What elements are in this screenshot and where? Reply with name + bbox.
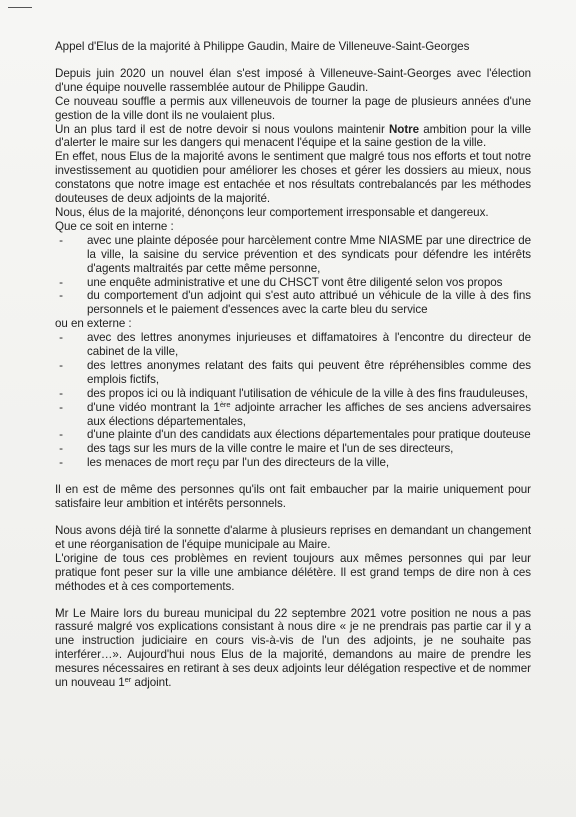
emphasis-notre: Notre xyxy=(388,122,420,136)
list-item: - des lettres anonymes relatant des faits qui peuvent être répréhensibles comme des emplois fictifs, xyxy=(87,359,531,387)
internal-lead: Que ce soit en interne : xyxy=(55,219,174,233)
internal-list xyxy=(55,234,531,317)
paragraph-effort: En effet, nous Elus de la majorité avons le sentiment que malgré tous nos efforts et tout notre investissement au quotidien pour améliorer les choses et gérer les dossiers au mieux, nous constatons que notre image est entachée et nos résultats contrebalancés par les méthodes douteuses de deux adjoints de la majorité. xyxy=(55,150,531,206)
paragraph-request: Mr Le Maire lors du bureau municipal du 22 septembre 2021 votre position ne nous a pas rassuré malgré vos explications consistant à nous dire « je ne prendrais pas partie car il y a une instruction judiciaire en cours vis-à-vis de l'un des adjoints, je ne souhaite pas interférer…». Aujourd'hui nous Elus de la majorité, demandons au maire de prendre les mesures nécessaires en retirant à ses deux adjoints leur délégation respective et de nommer un nouveau 1er adjoint. xyxy=(55,606,531,690)
list-item: - d'une vidéo montrant la 1ère adjointe arracher les affiches de ses anciens adversaires aux élections départementales, xyxy=(87,401,531,429)
list-item: - du comportement d'un adjoint qui s'est auto attribué un véhicule de la ville à des fins personnels et le paiement d'essences avec la carte bleu du service xyxy=(87,289,531,317)
list-item: - des tags sur les murs de la ville contre le maire et l'un de ses directeurs, xyxy=(87,442,531,456)
intro-paragraph-1: Depuis juin 2020 un nouvel élan s'est imposé à Villeneuve-Saint-Georges avec l'élection d'une équipe nouvelle rassemblée autour de Philippe Gaudin. xyxy=(55,66,531,94)
list-item: - avec une plainte déposée pour harcèlement contre Mme NIASME par une directrice de la ville, la saisine du service prévention et des syndicats pour défendre les intérêts d'agents maltraités par cette même personne, xyxy=(87,234,531,276)
external-list xyxy=(55,331,531,470)
corner-mark xyxy=(8,7,32,8)
list-item: - d'une plainte d'un des candidats aux élections départementales pour pratique douteuse xyxy=(87,428,531,442)
paragraph-alarm: Nous avons déjà tiré la sonnette d'alarme à plusieurs reprises en demandant un changement et une réorganisation de l'équipe municipale au Maire. xyxy=(55,524,531,551)
paragraph-duty: Un an plus tard il est de notre devoir si nous voulons maintenir Notre ambition pour la ville d'alerter le maire sur les dangers qui menacent l'équipe et la saine gestion de la ville. xyxy=(55,122,531,150)
list-item: - une enquête administrative et une du CHSCT vont être diligenté selon vos propos xyxy=(87,276,531,290)
paragraph-origin: L'origine de tous ces problèmes en revient toujours aux mêmes personnes qui par leur pratique font peser sur la ville une ambiance délétère. Il est grand temps de dire non à ces méthodes et à ces comportements. xyxy=(55,551,531,593)
list-item: - avec des lettres anonymes injurieuses et diffamatoires à l'encontre du directeur de cabinet de la ville, xyxy=(87,331,531,359)
external-lead: ou en externe : xyxy=(55,317,132,331)
letter-body xyxy=(55,40,531,690)
letter-title: Appel d'Elus de la majorité à Philippe Gaudin, Maire de Villeneuve-Saint-Georges xyxy=(55,40,470,53)
list-item: - des propos ici ou là indiquant l'utilisation de véhicule de la ville à des fins frauduleuses, xyxy=(87,387,531,401)
list-item: - les menaces de mort reçu par l'un des directeurs de la ville, xyxy=(87,456,531,470)
paragraph-hiring: Il en est de même des personnes qu'ils ont fait embaucher par la mairie uniquement pour satisfaire leur ambition et intérêts personnels. xyxy=(55,483,531,511)
paragraph-denounce: Nous, élus de la majorité, dénonçons leur comportement irresponsable et dangereux. xyxy=(55,205,489,219)
intro-paragraph-2: Ce nouveau souffle a permis aux villeneuvois de tourner la page de plusieurs années d'une gestion de la ville dont ils ne voulaient plus. xyxy=(55,94,531,122)
